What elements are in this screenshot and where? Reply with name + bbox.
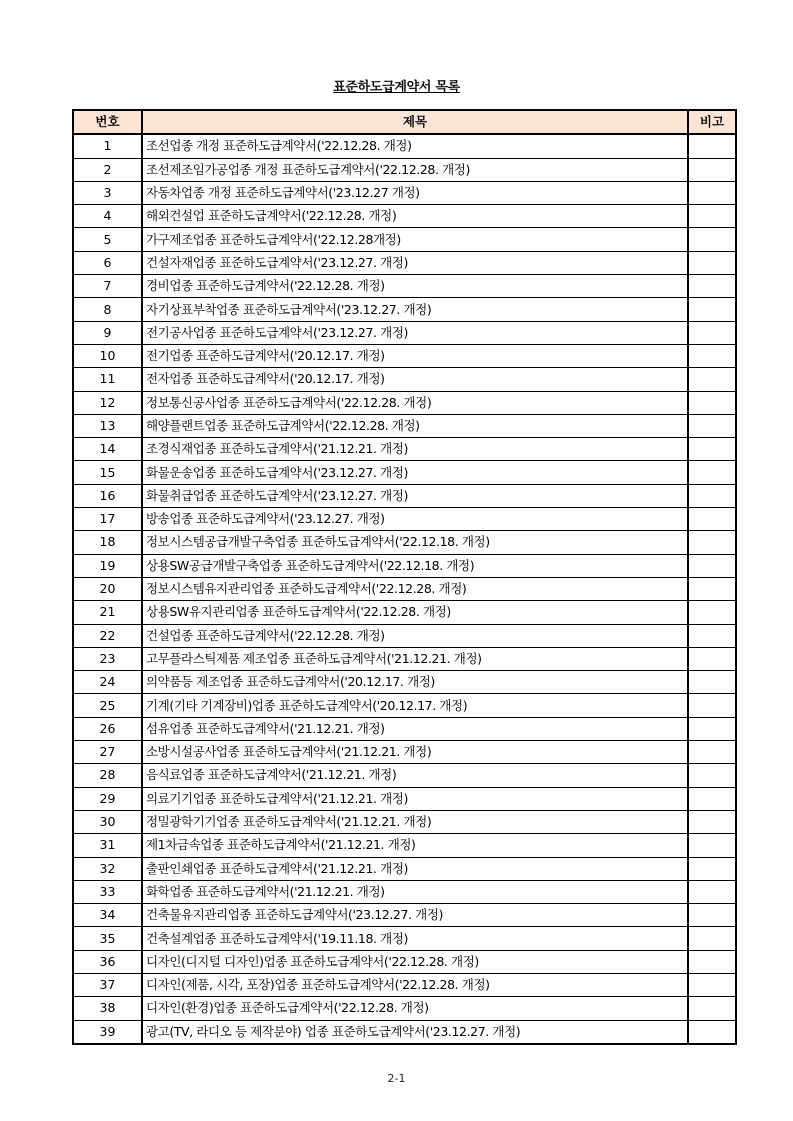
row-title: 기계(기타 기계장비)업종 표준하도급계약서('20.12.17. 개정) [142,694,688,717]
row-number: 35 [73,927,142,950]
row-number: 8 [73,298,142,321]
table-row [73,134,736,158]
row-number: 2 [73,158,142,181]
row-title: 화물운송업종 표준하도급계약서('23.12.27. 개정) [142,461,688,484]
row-note [688,275,736,298]
table-row [73,647,736,670]
table-row [73,717,736,740]
row-title: 정보시스템유지관리업종 표준하도급계약서('22.12.28. 개정) [142,577,688,600]
table-row [73,950,736,973]
table-row [73,764,736,787]
row-note [688,554,736,577]
row-number: 14 [73,438,142,461]
row-note [688,251,736,274]
row-number: 16 [73,484,142,507]
table-row [73,368,736,391]
row-title: 조선제조임가공업종 개정 표준하도급계약서('22.12.28. 개정) [142,158,688,181]
table-row [73,1020,736,1044]
row-number: 19 [73,554,142,577]
row-note [688,950,736,973]
row-note [688,508,736,531]
table-row [73,577,736,600]
table-row [73,205,736,228]
row-title: 자동차업종 개정 표준하도급계약서('23.12.27 개정) [142,181,688,204]
row-note [688,973,736,996]
row-title: 제1차금속업종 표준하도급계약서('21.12.21. 개정) [142,834,688,857]
row-title: 해양플랜트업종 표준하도급계약서('22.12.28. 개정) [142,414,688,437]
row-note [688,181,736,204]
row-title: 상용SW유지관리업종 표준하도급계약서('22.12.28. 개정) [142,601,688,624]
row-note [688,671,736,694]
row-number: 26 [73,717,142,740]
table-row [73,973,736,996]
row-number: 39 [73,1020,142,1044]
row-number: 36 [73,950,142,973]
row-note [688,764,736,787]
row-title: 건설업종 표준하도급계약서('22.12.28. 개정) [142,624,688,647]
row-title: 디자인(디지털 디자인)업종 표준하도급계약서('22.12.28. 개정) [142,950,688,973]
row-note [688,717,736,740]
row-number: 28 [73,764,142,787]
table-row [73,275,736,298]
row-title: 출판인쇄업종 표준하도급계약서('21.12.21. 개정) [142,857,688,880]
row-number: 4 [73,205,142,228]
row-title: 해외건설업 표준하도급계약서('22.12.28. 개정) [142,205,688,228]
row-note [688,904,736,927]
table-header-row [73,110,736,134]
row-number: 24 [73,671,142,694]
row-title: 음식료업종 표준하도급계약서('21.12.21. 개정) [142,764,688,787]
table-row [73,344,736,367]
row-title: 건축설계업종 표준하도급계약서('19.11.18. 개정) [142,927,688,950]
row-number: 37 [73,973,142,996]
row-note [688,414,736,437]
table-row [73,741,736,764]
row-number: 1 [73,134,142,158]
row-note [688,134,736,158]
table-row [73,880,736,903]
row-note [688,647,736,670]
row-note [688,857,736,880]
row-title: 가구제조업종 표준하도급계약서('22.12.28개정) [142,228,688,251]
row-note [688,298,736,321]
row-number: 34 [73,904,142,927]
row-number: 10 [73,344,142,367]
row-number: 21 [73,601,142,624]
table-row [73,834,736,857]
row-note [688,228,736,251]
row-note [688,484,736,507]
row-note [688,834,736,857]
row-note [688,997,736,1020]
header-no: 번호 [73,110,142,134]
row-note [688,787,736,810]
row-number: 11 [73,368,142,391]
table-row [73,671,736,694]
table-row [73,787,736,810]
row-title: 정보시스템공급개발구축업종 표준하도급계약서('22.12.18. 개정) [142,531,688,554]
row-note [688,694,736,717]
row-number: 23 [73,647,142,670]
row-number: 17 [73,508,142,531]
row-title: 의료기기업종 표준하도급계약서('21.12.21. 개정) [142,787,688,810]
row-note [688,158,736,181]
table-row [73,531,736,554]
row-title: 정밀광학기기업종 표준하도급계약서('21.12.21. 개정) [142,810,688,833]
row-title: 정보통신공사업종 표준하도급계약서('22.12.28. 개정) [142,391,688,414]
row-note [688,927,736,950]
row-title: 자기상표부착업종 표준하도급계약서('23.12.27. 개정) [142,298,688,321]
row-number: 15 [73,461,142,484]
document-title: 표준하도급계약서 목록 [333,80,460,95]
row-note [688,438,736,461]
row-title: 화물취급업종 표준하도급계약서('23.12.27. 개정) [142,484,688,507]
row-note [688,810,736,833]
table-row [73,508,736,531]
table-row [73,414,736,437]
contract-list-table [72,109,737,1045]
row-note [688,1020,736,1044]
table-row [73,624,736,647]
row-number: 22 [73,624,142,647]
row-title: 의약품등 제조업종 표준하도급계약서('20.12.17. 개정) [142,671,688,694]
row-number: 25 [73,694,142,717]
row-title: 광고(TV, 라디오 등 제작분야) 업종 표준하도급계약서('23.12.27. 개정) [142,1020,688,1044]
table-row [73,810,736,833]
row-number: 3 [73,181,142,204]
row-title: 조경식재업종 표준하도급계약서('21.12.21. 개정) [142,438,688,461]
row-title: 소방시설공사업종 표준하도급계약서('21.12.21. 개정) [142,741,688,764]
row-number: 12 [73,391,142,414]
row-number: 27 [73,741,142,764]
row-title: 상용SW공급개발구축업종 표준하도급계약서('22.12.18. 개정) [142,554,688,577]
table-row [73,904,736,927]
row-number: 5 [73,228,142,251]
row-number: 18 [73,531,142,554]
row-note [688,601,736,624]
table-row [73,461,736,484]
row-title: 전자업종 표준하도급계약서('20.12.17. 개정) [142,368,688,391]
row-note [688,531,736,554]
row-number: 30 [73,810,142,833]
row-number: 31 [73,834,142,857]
row-note [688,741,736,764]
table-row [73,181,736,204]
row-title: 경비업종 표준하도급계약서('22.12.28. 개정) [142,275,688,298]
row-title: 화학업종 표준하도급계약서('21.12.21. 개정) [142,880,688,903]
row-title: 디자인(환경)업종 표준하도급계약서('22.12.28. 개정) [142,997,688,1020]
row-note [688,368,736,391]
row-number: 6 [73,251,142,274]
row-title: 건축물유지관리업종 표준하도급계약서('23.12.27. 개정) [142,904,688,927]
row-number: 7 [73,275,142,298]
row-number: 9 [73,321,142,344]
row-note [688,391,736,414]
table-row [73,391,736,414]
table-row [73,927,736,950]
table-row [73,251,736,274]
row-note [688,321,736,344]
table-row [73,158,736,181]
table-row [73,554,736,577]
row-note [688,577,736,600]
row-title: 고무플라스틱제품 제조업종 표준하도급계약서('21.12.21. 개정) [142,647,688,670]
row-note [688,205,736,228]
row-title: 디자인(제품, 시각, 포장)업종 표준하도급계약서('22.12.28. 개정) [142,973,688,996]
table-row [73,228,736,251]
row-title: 전기공사업종 표준하도급계약서('23.12.27. 개정) [142,321,688,344]
page-number: 2-1 [387,1072,406,1085]
row-note [688,624,736,647]
header-title: 제목 [142,110,688,134]
row-title: 조선업종 개정 표준하도급계약서('22.12.28. 개정) [142,134,688,158]
row-number: 29 [73,787,142,810]
row-number: 38 [73,997,142,1020]
table-row [73,298,736,321]
row-title: 전기업종 표준하도급계약서('20.12.17. 개정) [142,344,688,367]
row-title: 섬유업종 표준하도급계약서('21.12.21. 개정) [142,717,688,740]
table-row [73,997,736,1020]
table-row [73,601,736,624]
table-row [73,438,736,461]
header-note: 비고 [688,110,736,134]
table-row [73,321,736,344]
row-number: 13 [73,414,142,437]
table-body [73,134,736,1044]
table-row [73,484,736,507]
row-title: 방송업종 표준하도급계약서('23.12.27. 개정) [142,508,688,531]
row-number: 20 [73,577,142,600]
row-note [688,461,736,484]
row-number: 32 [73,857,142,880]
row-title: 건설자재업종 표준하도급계약서('23.12.27. 개정) [142,251,688,274]
row-note [688,344,736,367]
table-row [73,694,736,717]
row-number: 33 [73,880,142,903]
row-note [688,880,736,903]
table-row [73,857,736,880]
